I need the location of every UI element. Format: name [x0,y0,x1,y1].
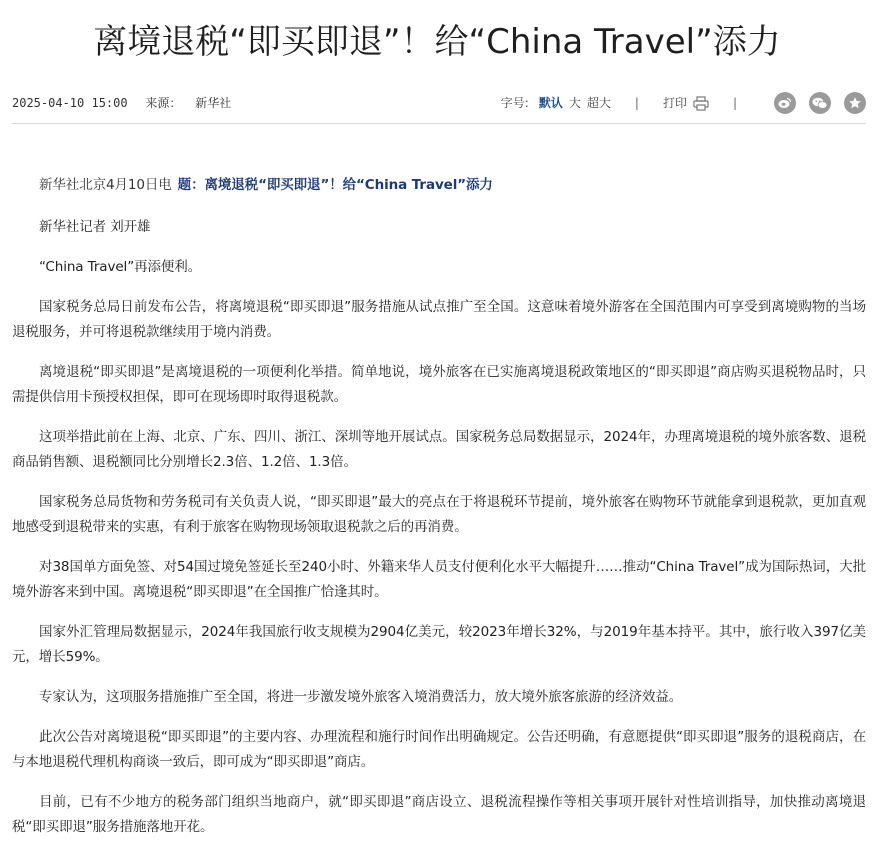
toolbar-separator-2: | [732,96,737,110]
paragraph: 离境退税“即买即退”是离境退税的一项便利化举措。简单地说，境外旅客在已实施离境退税政策地区的“即买即退”商店购买退税物品时，只需提供信用卡预授权担保，即可在现场即时取得退税款。 [12,364,866,405]
header-divider [12,123,866,124]
font-size-large[interactable]: 大 [568,96,581,110]
font-size-default[interactable]: 默认 [538,96,563,110]
dateline-head: 新华社北京4月10日电 [39,177,172,193]
publish-date: 2025-04-10 15:00 [12,96,128,110]
source-label: 来源： [145,96,182,110]
paragraph: 这项举措此前在上海、北京、广东、四川、浙江、深圳等地开展试点。国家税务总局数据显示，2024年，办理离境退税的境外旅客数、退税商品销售额、退税额同比分别增长2.3倍、1.2倍、1.3倍。 [12,429,866,470]
paragraph: 此次公告对离境退税“即买即退”的主要内容、办理流程和施行时间作出明确规定。公告还明确，有意愿提供“即买即退”服务的退税商店，在与本地退税代理机构商谈一致后，即可成为“即买即退”商店。 [12,729,866,770]
font-size-xlarge[interactable]: 超大 [586,96,611,110]
paragraph: 国家税务总局日前发布公告，将离境退税“即买即退”服务措施从试点推广至全国。这意味着境外游客在全国范围内可享受到离境购物的当场退税服务，并可将退税款继续用于境内消费。 [12,299,866,340]
source-name: 新华社 [195,96,232,110]
article-title: 离境退税“即买即退”！给“China Travel”添力 [93,22,781,62]
paragraph: 目前，已有不少地方的税务部门组织当地商户，就“即买即退”商店设立、退税流程操作等相关事项开展针对性培训指导，加快推动离境退税“即买即退”服务措施落地开花。 [12,794,866,835]
wechat-icon[interactable] [809,92,831,114]
weibo-icon[interactable] [774,92,796,114]
print-label: 打印 [662,96,687,110]
toolbar-separator: | [634,96,639,110]
reporter-line: 新华社记者 刘开雄 [39,219,151,235]
article-body [12,170,866,840]
font-size-label: 字号: [500,96,529,110]
dateline-title: 题：离境退税“即买即退”！给“China Travel”添力 [177,177,493,193]
article-tools [501,90,866,116]
paragraph: “China Travel”再添便利。 [39,259,202,275]
printer-icon [693,96,709,111]
print-button[interactable] [663,93,709,113]
paragraph: 国家外汇管理局数据显示，2024年我国旅行收支规模为2904亿美元，较2023年增长32%，与2019年基本持平。其中，旅行收入397亿美元，增长59%。 [12,624,866,665]
article-meta-bar [12,93,866,113]
paragraph: 对38国单方面免签、对54国过境免签延长至240小时、外籍来华人员支付便利化水平大幅提升……推动“China Travel”成为国际热词，大批境外游客来到中国。离境退税“即买即退”在全国推广恰逢其时。 [12,559,866,600]
favorite-star-icon[interactable] [844,92,866,114]
paragraph: 国家税务总局货物和劳务税司有关负责人说，“即买即退”最大的亮点在于将退税环节提前，境外旅客在购物环节就能拿到退税款，更加直观地感受到退税带来的实惠，有利于旅客在购物现场领取退税款之后的再消费。 [12,494,866,535]
paragraph: 专家认为，这项服务措施推广至全国，将进一步激发境外旅客入境消费活力，放大境外旅客旅游的经济效益。 [39,689,683,705]
publish-info [12,93,231,113]
dateline [12,170,866,200]
